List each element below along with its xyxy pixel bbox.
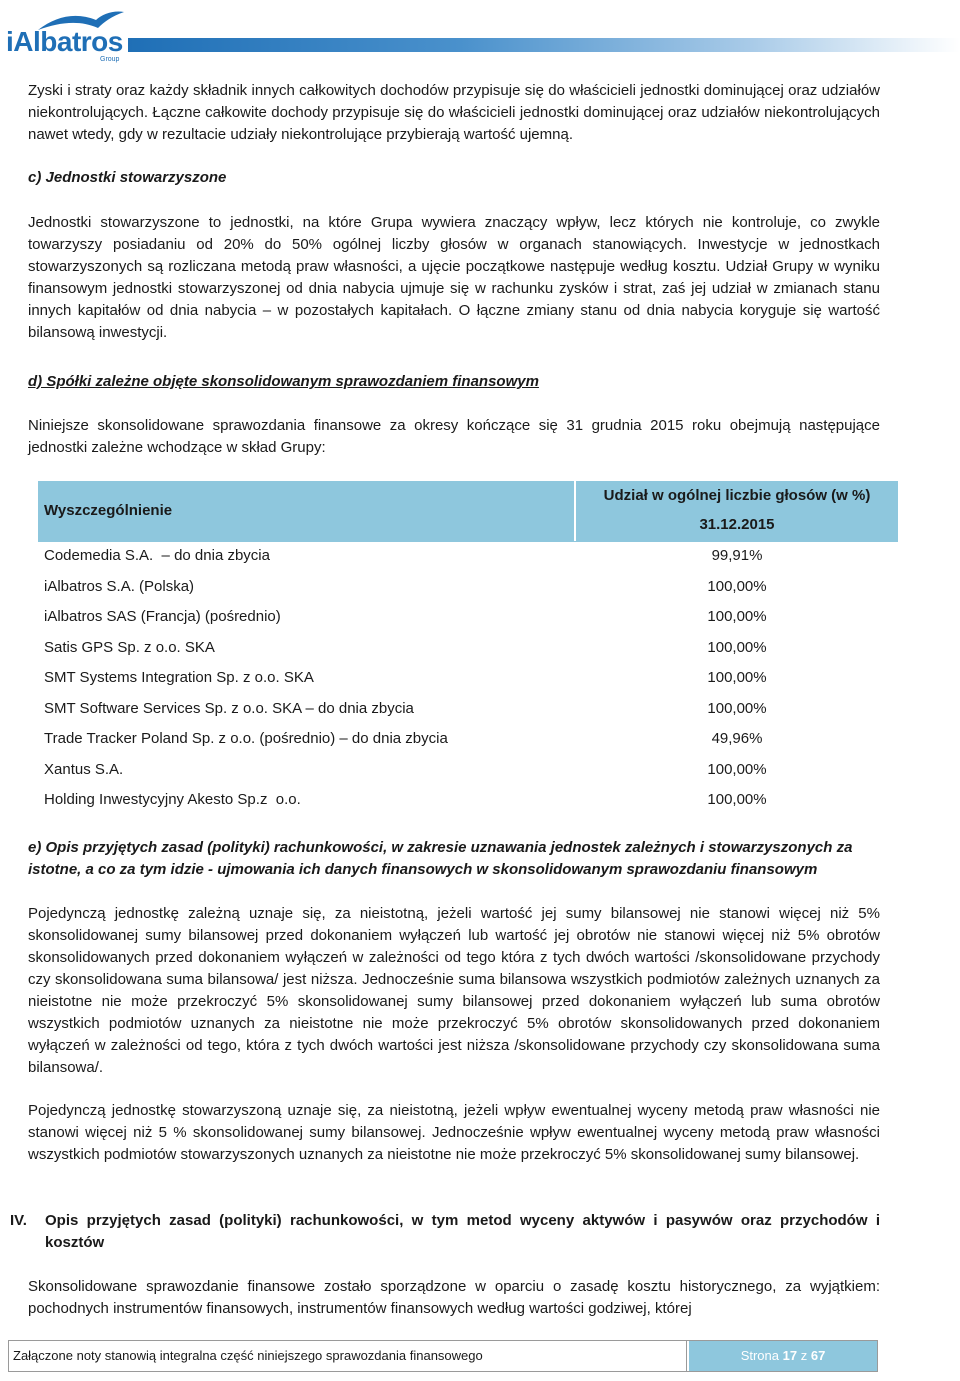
page-label: Strona: [740, 1348, 779, 1363]
logo-text: iAlbatros: [6, 26, 123, 57]
logo-subtext: Group: [100, 56, 120, 63]
page-footer: [8, 1340, 878, 1372]
table-row: [38, 663, 898, 694]
table-header-name: Wyszczególnienie: [38, 481, 574, 541]
page-header: [0, 0, 960, 62]
row-value: 100,00%: [707, 699, 767, 717]
table-header-share-date: 31.12.2015: [699, 516, 775, 533]
section-c-heading: c) Jednostki stowarzyszone: [28, 169, 227, 186]
company-logo: [6, 10, 124, 63]
section-e-text1-block: [28, 903, 880, 1079]
table-row: [38, 755, 898, 786]
row-name: Trade Tracker Poland Sp. z o.o. (pośrednio) – do dnia zbycia: [44, 730, 448, 747]
section-iv-text-block: [28, 1276, 880, 1320]
page-separator: z: [800, 1348, 808, 1363]
subsidiaries-table: [38, 481, 898, 816]
row-value: 99,91%: [711, 547, 763, 564]
row-value: 100,00%: [707, 669, 767, 686]
row-name: SMT Systems Integration Sp. z o.o. SKA: [44, 669, 314, 686]
section-iv-number: IV.: [10, 1212, 27, 1229]
table-row: [38, 694, 898, 725]
section-e-heading: e) Opis przyjętych zasad (polityki) rachunkowości, w zakresie uznawania jednostek zależnych i stowarzyszonych za istotne, a co za tym idzie - ujmowania ich danych finansowych w skonsolidowanym sprawozdaniu finansowym: [28, 839, 853, 878]
table-row: [38, 785, 898, 816]
row-value: 100,00%: [707, 577, 767, 595]
footer-note: Załączone noty stanowią integralna część niniejszego sprawozdania finansowego: [9, 1341, 687, 1371]
table-row: [38, 602, 898, 633]
row-name: Satis GPS Sp. z o.o. SKA: [44, 638, 215, 656]
row-name: SMT Software Services Sp. z o.o. SKA – do dnia zbycia: [44, 699, 414, 717]
table-header-share: [576, 481, 898, 541]
row-value: 100,00%: [707, 608, 767, 625]
table-header: [38, 481, 898, 541]
page-current: 17: [782, 1348, 798, 1363]
section-d-text-block: [28, 415, 880, 459]
row-value: 100,00%: [707, 791, 767, 808]
section-d-text: Niniejsze skonsolidowane sprawozdania finansowe za okresy kończące się 31 grudnia 2015 roku obejmują następujące jednostki zależne wchodzące w skład Grupy:: [28, 417, 880, 456]
section-e-heading-block: [28, 837, 880, 881]
section-c-text: Jednostki stowarzyszone to jednostki, na które Grupa wywiera znaczący wpływ, lecz których nie kontroluje, co zwykle towarzyszy posiadaniu od 20% do 50% ogólnej liczby głosów w organach stanowiących. Inwestycje w jednostkach stowarzyszonych są rozliczana metodą praw własności, a ujęcie początkowe następuje według kosztu. Udział Grupy w wyniku finansowym jednostki stowarzyszonej od dnia nabycia ujmuje się w rachunku zysków i strat, zaś jej udział w zmianach stanu innych kapitałów od dnia nabycia – w pozostałych kapitałach. O łączne zmiany stanu od dnia nabycia koryguje się wartość bilansową inwestycji.: [28, 214, 880, 341]
header-gradient-bar: [128, 38, 960, 52]
table-row: [38, 724, 898, 755]
table-row: [38, 633, 898, 664]
section-e-text1: Pojedynczą jednostkę zależną uznaje się, za nieistotną, jeżeli wartość jej sumy bilansowej nie stanowi więcej niż 5% skonsolidowanej sumy bilansowej przed dokonaniem wyłączeń lub wartość jej obrotów nie stanowi więcej niż 5% obrotów skonsolidowanych przed dokonaniem wyłączeń w zależności od tego która z tych dwóch wartości /skonsolidowane przychody czy skonsolidowana suma bilansowa/ jest niższa. Jednocześnie suma bilansowa wszystkich podmiotów zależnych uznanych za nieistotne nie może przekroczyć 5% skonsolidowanej sumy bilansowej przed dokonaniem wyłączeń lub suma obrotów wszystkich podmiotów uznanych za nieistotne nie może przekroczyć 5% obrotów skonsolidowanych przed dokonaniem wyłączeń w zależności od tego, która z tych dwóch wartości jest niższa /skonsolidowane przychody czy skonsolidowana suma bilansowa/.: [28, 905, 880, 1076]
row-name: Holding Inwestycyjny Akesto Sp.z o.o.: [44, 791, 301, 808]
page-total: 67: [810, 1348, 826, 1363]
section-c-heading-block: [28, 167, 880, 189]
intro-paragraph-block: [28, 80, 880, 146]
row-name: Codemedia S.A. – do dnia zbycia: [44, 547, 270, 564]
intro-paragraph: Zyski i straty oraz każdy składnik innych całkowitych dochodów przypisuje się do właścicieli jednostki dominującej oraz udziałów niekontrolujących. Łączne całkowite dochody przypisuje się do właścicieli jednostki dominującej oraz udziałów niekontrolujących nawet wtedy, gdy w rezultacie udziały niekontrolujące przybierają wartość ujemną.: [28, 82, 880, 143]
row-value: 100,00%: [707, 760, 767, 778]
table-header-share-label: Udział w ogólnej liczbie głosów (w %): [603, 487, 871, 504]
table-row: [38, 572, 898, 603]
section-d-heading: d) Spółki zależne objęte skonsolidowanym sprawozdaniem finansowym: [28, 373, 539, 390]
row-name: Xantus S.A.: [44, 760, 124, 778]
table-row: [38, 541, 898, 572]
section-e-text2-block: [28, 1100, 880, 1166]
section-iv-text: Skonsolidowane sprawozdanie finansowe zostało sporządzone w oparciu o zasadę kosztu historycznego, za wyjątkiem: pochodnych instrumentów finansowych, instrumentów finansowych według wartości godziwej, której: [28, 1278, 880, 1317]
row-value: 49,96%: [711, 730, 763, 747]
section-iv-heading: Opis przyjętych zasad (polityki) rachunkowości, w tym metod wyceny aktywów i pasywów oraz przychodów i kosztów: [45, 1212, 880, 1251]
section-c-text-block: [28, 212, 880, 344]
section-d-heading-block: [28, 371, 880, 393]
section-e-text2: Pojedynczą jednostkę stowarzyszoną uznaje się, za nieistotną, jeżeli wpływ ewentualnej wyceny metodą praw własności nie stanowi więcej niż 5 % skonsolidowanej sumy bilansowej. Jednocześnie wpływ ewentualnej wyceny metodą praw własności wszystkich podmiotów stowarzyszonych uznanych za nieistotne nie może przekroczyć 5% skonsolidowanej sumy bilansowej.: [28, 1102, 880, 1163]
page-number: [689, 1341, 877, 1371]
row-name: iAlbatros SAS (Francja) (pośrednio): [44, 608, 281, 625]
row-value: 100,00%: [707, 638, 767, 656]
row-name: iAlbatros S.A. (Polska): [44, 577, 195, 595]
